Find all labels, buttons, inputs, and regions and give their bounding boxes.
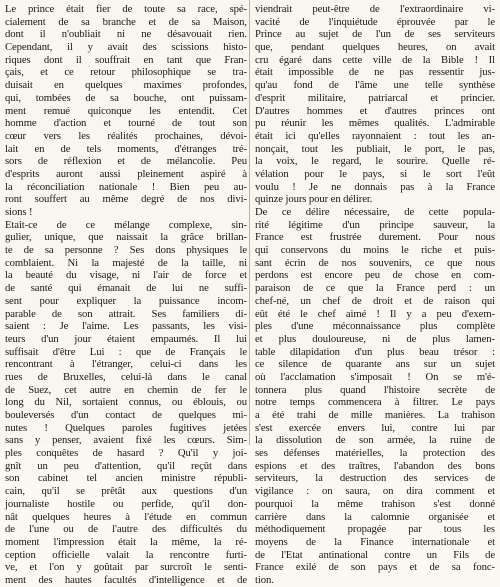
text-line: vigilance : on saura, on dira comment et	[255, 485, 495, 498]
text-line: nonçait, tout les publiait, le port, le pas,	[255, 142, 495, 155]
text-line: la beauté du visage, ni l'air de force et	[5, 269, 247, 282]
text-line: viendrait peut-être de l'extraordinaire vi-	[255, 3, 495, 15]
text-line: de Suez, cet autre en chemin de fer le	[5, 383, 247, 396]
text-line: de l'une ou de l'autre des difficultés du	[5, 523, 247, 536]
text-line: qu'au fond de l'âme une telle synthèse	[255, 79, 495, 92]
text-line: espions et des traîtres, l'abandon des bons	[255, 459, 495, 472]
text-line: pourquoi la même trahison s'est donné	[255, 497, 495, 510]
text-line: Etait-ce de ce mélange complexe, sin-	[5, 218, 247, 231]
text-line: dont il n'oubliait ni ne désavouait rien.	[5, 28, 247, 41]
text-line: cru égaré dans cette ville de la Bible ! Il	[255, 53, 495, 66]
text-line: homme d'action et tourné de tout son	[5, 117, 247, 130]
text-line: où l'acclamation s'imposait ! On se m'é-	[255, 370, 495, 383]
text-line: journaliste hostile ou perfide, qu'il don-	[5, 497, 247, 510]
text-line: qui, tombées de sa bouche, ont puissam-	[5, 91, 247, 104]
left-column	[5, 3, 247, 587]
text-line: pu réunir les mêmes qualités. L'admirable	[255, 117, 495, 130]
text-line: sent pour expliquer la puissance incom-	[5, 294, 247, 307]
text-line: vélation pour le pays, si le sort l'eût	[255, 167, 495, 180]
text-line: duisait en quelques maximes profondes,	[5, 79, 247, 92]
text-line: chef-né, un chef de droit et de raison qui	[255, 294, 495, 307]
text-line: notre temps commencera à filtrer. Le pays	[255, 396, 495, 409]
text-line: moyens de la Finance internationale et	[255, 535, 495, 548]
text-line: te de sa personne ? Ses dons physiques le	[5, 244, 247, 257]
text-line: teurs d'un jour étaient empaumés. Il lui	[5, 332, 247, 345]
text-line: France est frustrée durement. Pour nous	[255, 231, 495, 244]
text-line: Prince au sujet de l'un de ses serviteurs	[255, 28, 495, 41]
text-line: tion.	[255, 573, 274, 586]
text-line: de santé qui émanait de lui ne suffi-	[5, 282, 247, 295]
column-divider	[249, 0, 250, 445]
text-line: ment remué quiconque les entendit. Cet	[5, 104, 247, 117]
text-line: quinze jours pour en délirer.	[255, 193, 373, 206]
text-line: sant écrin de nos souvenirs, ce que nous	[255, 256, 495, 269]
text-line: carrière dans la calomnie organisée et	[255, 510, 495, 523]
text-line: et plus douloureuse, ni de plus lamen-	[255, 332, 495, 345]
text-line: cain, qu'il se prêtât aux questions d'un	[5, 485, 247, 498]
text-line: ment des hautes facultés d'intelligence et de	[5, 573, 247, 586]
text-line: voulu ! Je ne donnais pas à la France	[255, 180, 495, 193]
text-line: ples conquêtes de hasard ? Qu'il y joi-	[5, 447, 247, 460]
text-line: a été trahi de mille manières. La trahison	[255, 409, 495, 421]
text-line: méthodiquement propagée par tous les	[255, 523, 495, 536]
text-line: sans y penser, avaient fixé les cœurs. Sim-	[5, 434, 247, 447]
text-line: son cabinet tel ancien ministre républi-	[5, 472, 247, 485]
text-line: était impossible de ne pas ressentir jus-	[255, 66, 495, 79]
text-line: ve, et l'on y goûtait par surcroît le senti-	[5, 561, 247, 574]
text-line: cialement de sa branche et de sa Maison,	[5, 15, 247, 28]
text-line: s'est exercée envers lui, contre lui par	[255, 421, 495, 434]
text-line: ples d'une méconnaissance plus complète	[255, 320, 495, 333]
text-line: tonnera plus quand l'histoire secrète de	[255, 383, 495, 396]
text-line: De ce délire nécessaire, de cette popula-	[255, 206, 495, 218]
text-line: comblaient. Ni la majesté de la taille, ni	[5, 256, 247, 269]
text-line: d'esprits auront aussi pleinement aspiré à	[5, 167, 247, 180]
text-line: gulier, unique, que naissait la grâce brillan-	[5, 231, 247, 244]
text-line: Le prince était fier de toute sa race, spé-	[5, 3, 247, 15]
text-line: long du Nil, sortaient connus, ou éblouis, ou	[5, 396, 247, 409]
text-line: la voix, le regard, le sourire. Quelle ré-	[255, 155, 495, 168]
text-line: rues de Bruxelles, celui-là dans le canal	[5, 370, 247, 383]
text-line: la dissolution de son armée, la ruine de	[255, 434, 495, 447]
text-line: sors de réflexion et de mélancolie. Peu	[5, 155, 247, 168]
text-line: riques dont il souffrait en tant que Fran-	[5, 53, 247, 66]
text-line: vacité de l'inquiétude éprouvée par le	[255, 15, 495, 28]
text-line: ce silence de quarante ans sur un sujet	[255, 358, 495, 371]
text-line: gnît un peu d'attention, qu'il reçût dans	[5, 459, 247, 472]
text-line: ses défenses matérielles, la protection des	[255, 447, 495, 460]
text-line: moment l'impression était la même, la ré-	[5, 535, 247, 548]
text-line: que, pendant quelques heures, on avait	[255, 41, 495, 54]
text-line: perdons est encore peu de chose en com-	[255, 269, 495, 282]
text-line: çais, et ce retour philosophique se tra-	[5, 66, 247, 79]
text-line: serviteurs, la destruction des services de	[255, 472, 495, 485]
text-line: de l'Etat antinational contre un Fils de	[255, 548, 495, 561]
text-line: suffisait d'être Lui : que de Français le	[5, 345, 247, 358]
text-line: France exilé de son pays et de sa fonc-	[255, 561, 495, 574]
text-line: saient : Je l'aime. Les passants, les visi-	[5, 320, 247, 333]
text-line: la réconciliation nationale ! Bien peu au-	[5, 180, 247, 193]
text-line: Cependant, il y avait des scissions histo-	[5, 41, 247, 54]
text-line: eût été le chef aimé ! Il y a peu d'exem-	[255, 307, 495, 320]
text-line: ception officielle valait la rencontre furti-	[5, 548, 247, 561]
text-line: table dilapidation d'un plus beau trésor :	[255, 345, 495, 358]
text-line: D'autres hommes et d'autres princes ont	[255, 104, 495, 117]
text-line: parable de son attrait. Ses familiers di-	[5, 307, 247, 320]
text-line: ront souffert au même degré de nos divi-	[5, 193, 247, 206]
text-line: lait en de tels moments, d'étranges tré-	[5, 142, 247, 155]
text-line: rité légitime d'un principe sauveur, la	[255, 218, 495, 231]
text-line: d'esprit militaire, patriarcal et princier.	[255, 91, 495, 104]
text-line: sions !	[5, 206, 33, 218]
text-line: paraison de ce que la France perd : un	[255, 282, 495, 295]
text-line: rencontrant à l'étranger, celui-ci dans les	[5, 358, 247, 371]
text-line: nât quelques heures à l'étude en commun	[5, 510, 247, 523]
text-line: bouleversés d'un contact de quelques mi-	[5, 409, 247, 421]
right-column	[255, 3, 495, 587]
text-line: qui conservons du moins le riche et puis-	[255, 244, 495, 257]
text-line: nutes ! Quelques paroles fugitives jetées	[5, 421, 247, 434]
text-line: était ici qu'elles rayonnaient : tout les an-	[255, 129, 495, 142]
text-line: cœur vers les réalités prochaines, dévoi-	[5, 129, 247, 142]
